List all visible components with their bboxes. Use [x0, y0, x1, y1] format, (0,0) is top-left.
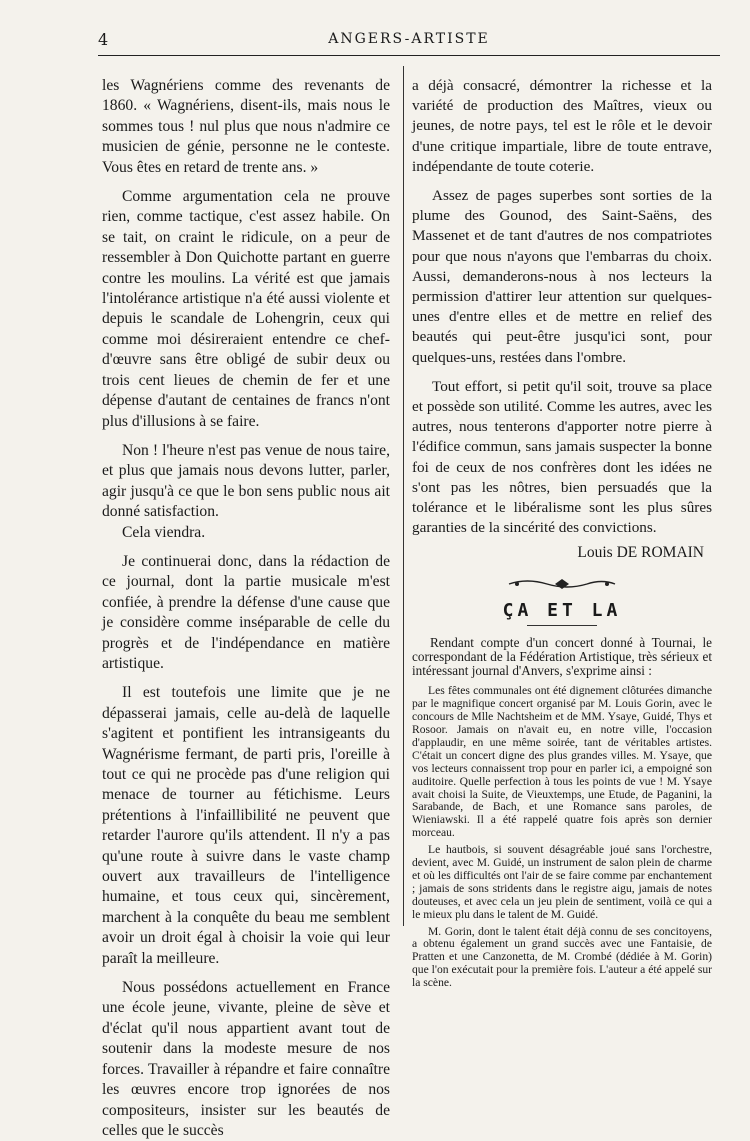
right-column: [412, 76, 712, 990]
left-column: [102, 76, 390, 1141]
page-header: [98, 30, 720, 52]
article-paragraph: Assez de pages superbes sont sorties de la plume des Gounod, des Saint-Saëns, des Massenet et de tant d'autres de nos compatriotes pour que nous n'ayons que l'embarras du choix. Aussi, demanderons-nous à nos lecteurs la permission d'attirer leur attention sur quelques-unes d'entre elles et de mettre en relief des beautés qui peut-être jusqu'ici sont, pour quelques-uns, restées dans l'ombre.: [412, 187, 712, 366]
author-signature: Louis DE ROMAIN: [577, 544, 704, 562]
column-divider: [403, 66, 404, 926]
header-rule: [98, 55, 720, 56]
article-paragraph: Cela viendra.: [122, 523, 206, 541]
masthead-title: ANGERS-ARTISTE: [328, 31, 490, 47]
section-title: ÇA ET LA: [502, 600, 622, 622]
article-paragraph: Je continuerai donc, dans la rédaction de ce journal, dont la partie musicale m'est confiée, à prendre la défense d'une cause que je considère comme inséparable de celle du progrès et de l'indépendance en matière artistique.: [102, 552, 390, 672]
ornament-divider-icon: [507, 576, 617, 592]
section-intro: Rendant compte d'un concert donné à Tournai, le correspondant de la Fédération Artistique, très sérieux et intéressant journal d'Anvers, s'exprime ainsi :: [412, 635, 712, 678]
page-number: 4: [98, 30, 109, 49]
quote-paragraph: Les fêtes communales ont été dignement clôturées dimanche par le magnifique concert organisé par M. Louis Gorin, avec le concours de Mlle Nachtsheim et de MM. Ysaye, Guidé, Thys et Rosoor. Jamais on n'avait eu, en notre ville, l'occasion d'applaudir, en une même soirée, tant de véritables artistes. C'était un concert digne des plus grandes villes. M. Ysaye, que vos lecteurs connaissent trop pour en parler ici, a empoigné son auditoire. Quelle perfection à tous les points de vue ! M. Ysaye avait choisi la Suite, de Vieuxtemps, une Etude, de Paganini, la Sarabande, de Bach, et une Romance sans paroles, de Wieniawski. Il a été rappelé quatre fois après son dernier morceau.: [412, 684, 712, 840]
quoted-review: [412, 685, 712, 990]
article-paragraph: a déjà consacré, démontrer la richesse et la variété de production des Maîtres, vieux ou jeunes, de notre pays, tel est le rôle et le devoir d'une critique impartiale, libre de toute entrave, indépendante de toute coterie.: [412, 77, 712, 175]
article-paragraph: Non ! l'heure n'est pas venue de nous taire, et plus que jamais nous devons lutter, parler, agir jusqu'à ce que le bon sens public nous ait donné satisfaction.: [102, 441, 390, 521]
article-paragraph: Nous possédons actuellement en France une école jeune, vivante, pleine de sève et d'éclat qu'il nous appartient avant tout de soutenir dans la modeste mesure de nos forces. Travailler à répandre et faire connaître les œuvres encore trop ignorées de nos compositeurs, insister sur les beautés de celles que le succès: [102, 979, 390, 1139]
article-paragraph: les Wagnériens comme des revenants de 1860. « Wagnériens, disent-ils, mais nous le sommes tous ! nul plus que nous n'admire ce musicien de génie, personne ne le conteste. Vous êtes en retard de trente ans. »: [102, 77, 390, 176]
article-paragraph: Comme argumentation cela ne prouve rien, comme tactique, c'est assez habile. On se tait, on craint le ridicule, on a peur de ressembler à Don Quichotte partant en guerre contre les moulins. La vérité est que jamais l'intolérance artistique n'a été aussi violente et depuis le scandale de Lohengrin, ceux qui comme moi désireraient entendre ce chef-d'œuvre sans être obligé de subir deux ou trois cent lieues de chemin de fer et une dépense d'autant de centaines de francs n'ont plus d'illusions à se faire.: [102, 188, 390, 430]
article-paragraph: Il est toutefois une limite que je ne dépasserai jamais, celle au-delà de laquelle s'agitent et pontifient les intransigeants du Wagnérisme fermant, de parti pris, l'oreille à tout ce qui ne procède pas d'une religion qui menace de tourner au fétichisme. Leurs prétentions à l'infaillibilité ne peuvent que retarder l'aurore qu'ils attendent. Il n'y a pas qu'une route à suivre dans le vaste champ ouvert aux travailleurs de l'intelligence humaine, et tous ceux qui, sincèrement, marchent à la conquête du beau me semblent avoir un droit égal à choisir la voie qui leur paraît la meilleure.: [102, 684, 390, 967]
section-rule: [527, 625, 597, 626]
article-paragraph: Tout effort, si petit qu'il soit, trouve sa place et possède son utilité. Comme les autres, avec les autres, nous tenterons d'apporter notre pierre à l'édifice commun, sans jamais suspecter la bonne foi de ceux de nos confrères dont les idées ne s'ont pas les nôtres, bien persuadés que la tolérance et le libéralisme sont les plus sûres garanties de la sincérité des convictions.: [412, 377, 712, 537]
quote-paragraph: M. Gorin, dont le talent était déjà connu de ses concitoyens, a obtenu également un grand succès avec une Fantaisie, de Pratten et une Canzonetta, de M. Crombé (dédiée à M. Gorin) que l'on exécutait pour la première fois. L'auteur a été appelé sur la scène.: [412, 924, 712, 990]
quote-paragraph: Le hautbois, si souvent désagréable joué sans l'orchestre, devient, avec M. Guidé, un instrument de salon plein de charme et où les difficultés ont l'air de se faire comme par enchantement ; jamais de sons stridents dans le registre aigu, jamais de notes douteuses, et avec cela un jeu plein de sentiment, voilà ce qui a le mieux plu dans le talent de M. Guidé.: [412, 843, 712, 921]
